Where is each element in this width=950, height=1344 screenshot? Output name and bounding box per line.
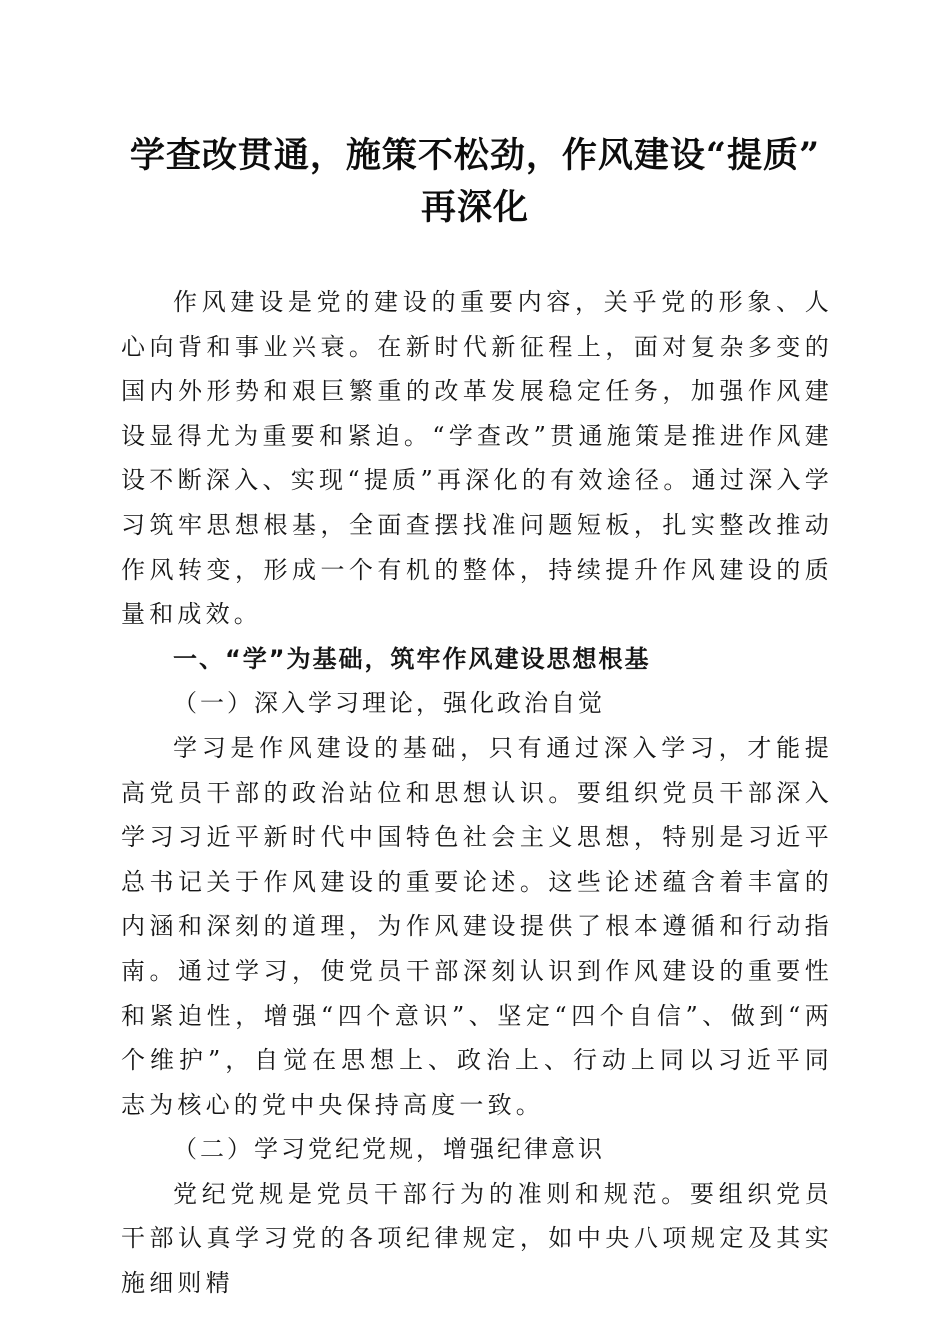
document-body <box>121 280 833 1306</box>
subsection-2-paragraph: 党纪党规是党员干部行为的准则和规范。要组织党员干部认真学习党的各项纪律规定，如中央八项规定及其实施细则精 <box>121 1179 833 1298</box>
document-title <box>95 130 855 234</box>
subsection-heading-2: （二）学习党纪党规，增强纪律意识 <box>173 1135 605 1164</box>
subsection-1-paragraph: 学习是作风建设的基础，只有通过深入学习，才能提高党员干部的政治站位和思想认识。要组织党员干部深入学习习近平新时代中国特色社会主义思想，特别是习近平总书记关于作风建设的重要论述。这些论述蕴含着丰富的内涵和深刻的道理，为作风建设提供了根本遵循和行动指南。通过学习，使党员干部深刻认识到作风建设的重要性和紧迫性，增强“四个意识”、坚定“四个自信”、做到“两个维护”，自觉在思想上、政治上、行动上同以习近平同志为核心的党中央保持高度一致。 <box>121 733 833 1119</box>
title-line-2: 再深化 <box>420 187 529 228</box>
title-line-1: 学查改贯通，施策不松劲，作风建设“提质” <box>129 135 821 176</box>
intro-paragraph: 作风建设是党的建设的重要内容，关乎党的形象、人心向背和事业兴衰。在新时代新征程上，面对复杂多变的国内外形势和艰巨繁重的改革发展稳定任务，加强作风建设显得尤为重要和紧迫。“学查改”贯通施策是推进作风建设不断深入、实现“提质”再深化的有效途径。通过深入学习筑牢思想根基，全面查摆找准问题短板，扎实整改推动作风转变，形成一个有机的整体，持续提升作风建设的质量和成效。 <box>121 288 833 629</box>
subsection-heading-1: （一）深入学习理论，强化政治自觉 <box>173 689 605 718</box>
section-heading-1: 一、“学”为基础，筑牢作风建设思想根基 <box>173 644 651 673</box>
